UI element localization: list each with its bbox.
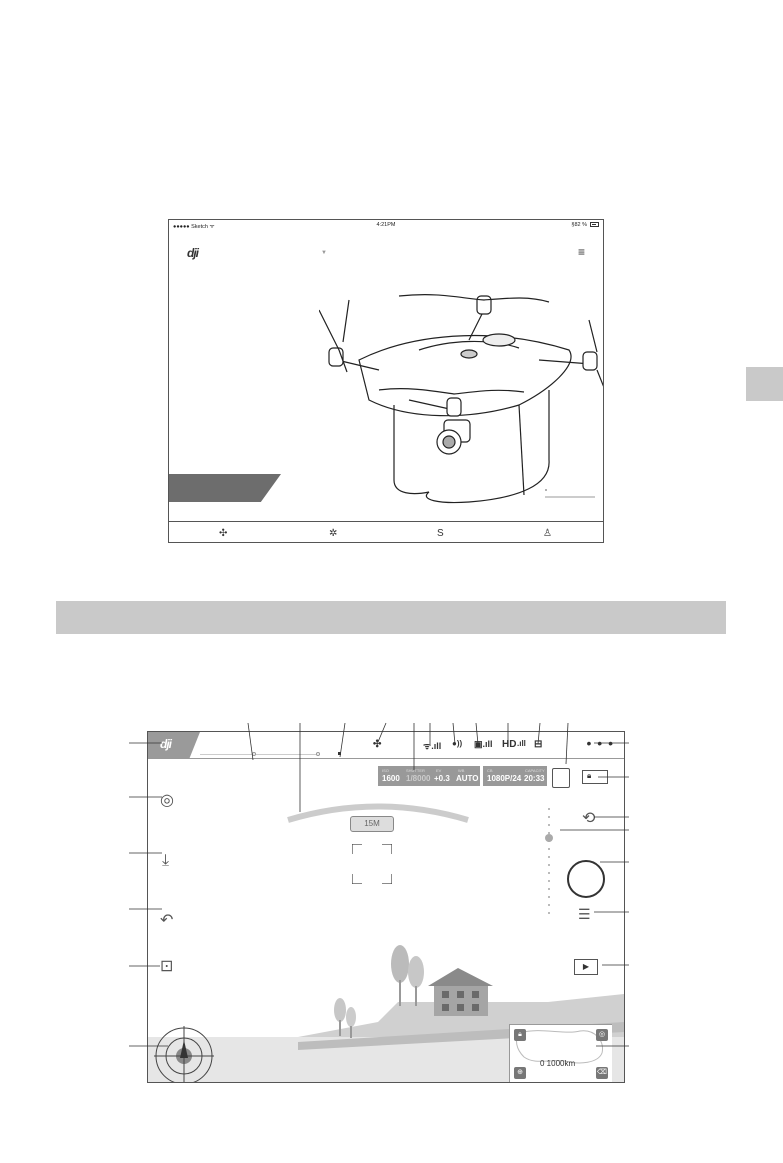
more-options-icon[interactable]: • • • — [586, 735, 614, 751]
battery-label: §82 % — [571, 222, 587, 228]
auto-takeoff-icon[interactable]: ⤓ — [162, 852, 170, 869]
map-clear-icon[interactable]: ⌫ — [596, 1067, 608, 1079]
status-time: 4:21PM — [376, 222, 396, 228]
hd-signal-label[interactable]: HD — [502, 739, 517, 750]
iso-label: ISO — [382, 768, 389, 773]
profile-icon: ♙ — [543, 528, 552, 539]
aircraft-select-chevron-down-icon[interactable]: ▼ — [321, 250, 327, 256]
ev-value: +0.3 — [434, 774, 450, 783]
skypixel-icon: S — [437, 528, 444, 539]
remote-signal-icon[interactable]: ▣.ıll — [474, 739, 493, 749]
wb-label: WB — [458, 768, 465, 773]
battery-level-icon[interactable]: ⊟ — [534, 739, 543, 750]
remaining-time-value: 20:33 — [524, 774, 545, 783]
wb-value: AUTO — [456, 774, 479, 783]
obstacle-distance-label: 15M — [350, 816, 394, 832]
shutter-label: SHUTTER — [406, 768, 425, 773]
gps-signal-icon[interactable]: ᯤ.ıll — [423, 741, 442, 751]
intelligent-flight-icon[interactable]: ◎ — [160, 792, 174, 809]
storage-mode-label: CB — [487, 768, 493, 773]
map-locate-icon[interactable]: ◎ — [596, 1029, 608, 1041]
flight-mode-icon[interactable]: ✣ — [373, 739, 382, 750]
playback-icon[interactable]: ▶ — [574, 959, 598, 975]
map-zoom-icon[interactable]: ⊕ — [514, 1067, 526, 1079]
remote-controller-icon[interactable]: ⊡ — [160, 958, 174, 975]
ev-label: EV — [436, 768, 442, 773]
capacity-label: CAPACITY — [525, 768, 545, 773]
carrier-label: ●●●●● Sketch ᯤ — [173, 224, 215, 230]
editor-icon: ✲ — [329, 528, 338, 539]
iso-value: 1600 — [382, 774, 400, 783]
map-scale-label: 0 1000km — [540, 1059, 576, 1068]
dji-logo[interactable]: dji — [160, 737, 171, 751]
resolution-value: 1080P/24 — [487, 774, 522, 783]
obstacle-sensing-icon[interactable]: ●)) — [452, 739, 463, 748]
hd-signal-icon: .ıll — [517, 739, 526, 748]
camera-settings-icon[interactable]: ☰ — [578, 906, 591, 922]
auto-exposure-lock-icon[interactable]: 🔒︎ — [582, 770, 608, 784]
drone-icon: ✣ — [219, 528, 228, 539]
dji-logo: dji — [187, 246, 198, 260]
return-home-icon[interactable]: ↶ — [160, 912, 174, 929]
shutter-value: 1/8000 — [406, 774, 431, 783]
hamburger-icon[interactable]: ≡ — [577, 245, 585, 259]
map-lock-icon[interactable]: 🔒︎ — [514, 1029, 526, 1041]
photo-video-toggle-icon[interactable]: ⟲ — [582, 810, 596, 827]
